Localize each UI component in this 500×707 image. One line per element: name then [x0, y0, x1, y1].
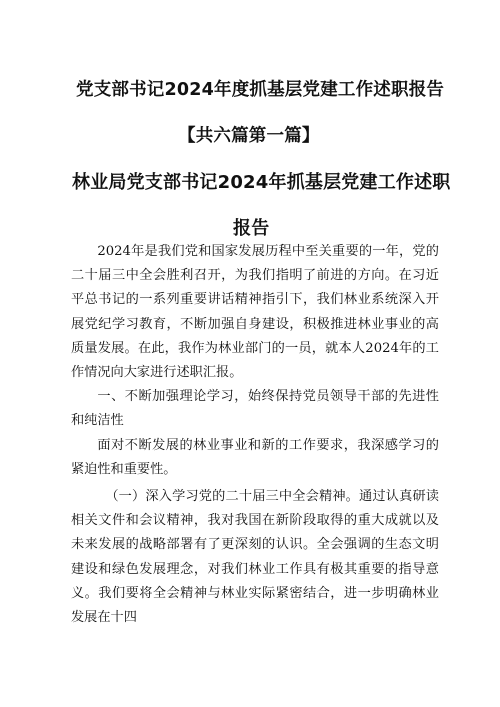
report-title-line-1: 林业局党支部书记2024年抓基层党建工作述职 [72, 172, 451, 193]
subsection-1-1: （一）深入学习党的二十届三中全会精神。通过认真研读相关文件和会议精神，我对我国在新阶段取得的重大成就以及未来发展的战略部署有了更深刻的认识。全会强调的生态文明建设和绿色发展理念，对我们林业工作具有极其重要的指导意义。我们要将全会精神与林业实际紧密结合，进一步明确林业发展在十四 [71, 489, 439, 626]
section-heading-1: 一、不断加强理论学习，始终保持党员领导干部的先进性和纯洁性 [71, 389, 439, 429]
report-title-line-2: 报告 [233, 218, 270, 239]
report-body [71, 240, 439, 630]
series-label: 【共六篇第一篇】 [178, 126, 320, 146]
document-title: 党支部书记2024年度抓基层党建工作述职报告 [76, 80, 445, 100]
paragraph-intro: 2024年是我们党和国家发展历程中至关重要的一年，党的二十届三中全会胜利召开，为我们指明了前进的方向。在习近平总书记的一系列重要讲话精神指引下，我们林业系统深入开展党纪学习教育，不断加强自身建设，积极推进林业事业的高质量发展。在此，我作为林业部门的一员，就本人2024年的工作情况向大家进行述职汇报。 [71, 244, 439, 381]
paragraph-section-1: 面对不断发展的林业事业和新的工作要求，我深感学习的紧迫性和重要性。 [71, 437, 439, 477]
